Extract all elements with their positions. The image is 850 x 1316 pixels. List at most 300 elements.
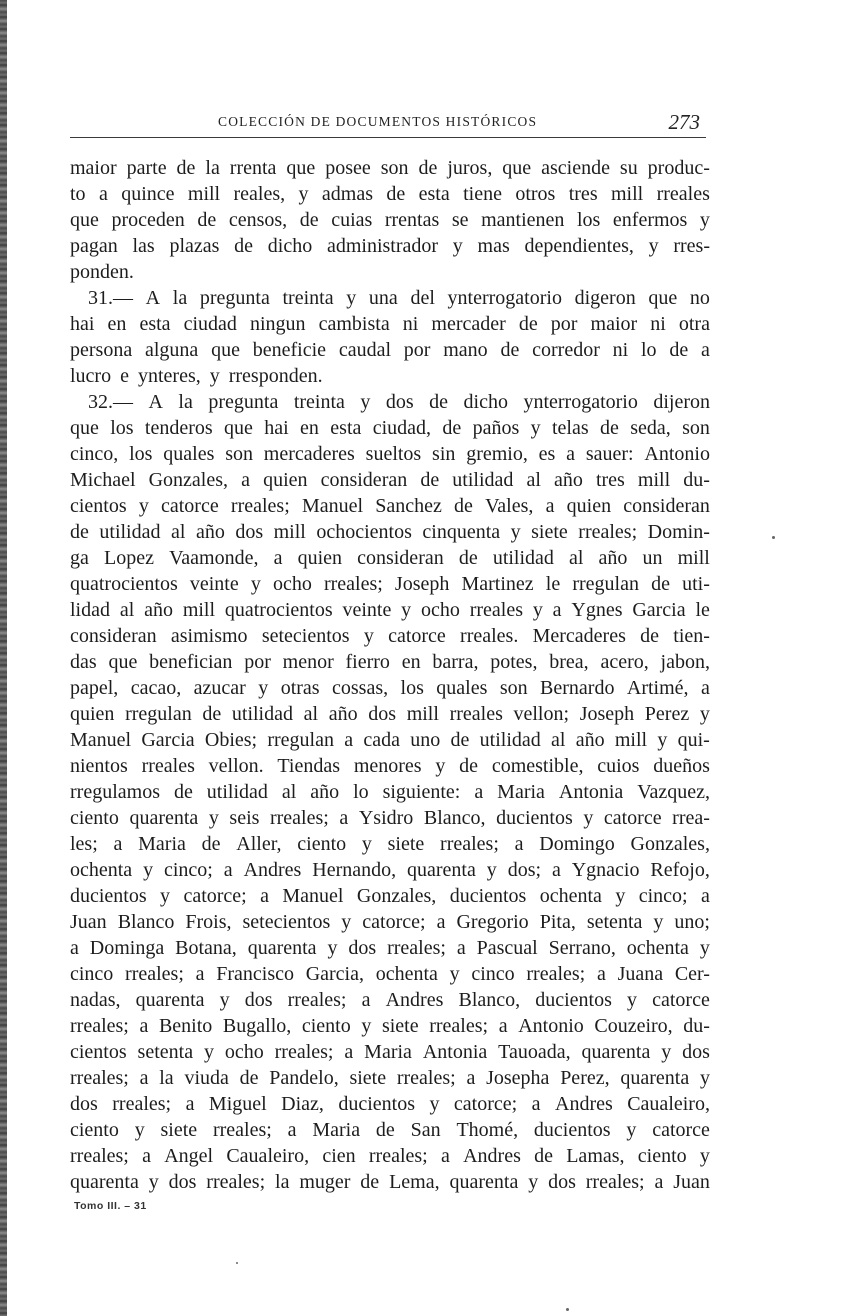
word: tres bbox=[595, 469, 625, 491]
word: y bbox=[528, 1171, 539, 1193]
word: mill bbox=[637, 469, 671, 491]
word: rreales bbox=[656, 183, 710, 205]
text-line bbox=[70, 857, 710, 883]
scan-speck bbox=[566, 1308, 569, 1311]
word: y bbox=[648, 235, 659, 257]
word: beneficie bbox=[252, 339, 327, 361]
word: a bbox=[241, 469, 250, 491]
text-line bbox=[70, 649, 710, 675]
word: nientos bbox=[70, 755, 128, 777]
word: de bbox=[234, 235, 254, 257]
word: dos bbox=[70, 1093, 98, 1115]
word: Martinez bbox=[461, 573, 534, 595]
word: de bbox=[375, 1119, 395, 1141]
word: quien bbox=[566, 495, 612, 517]
word: utilidad bbox=[206, 781, 268, 803]
word: dijeron bbox=[653, 391, 710, 413]
word: Gonzales, bbox=[630, 833, 710, 855]
word: y bbox=[510, 521, 521, 543]
word: a bbox=[139, 1015, 149, 1037]
word: son bbox=[682, 417, 710, 439]
word: a bbox=[700, 885, 710, 907]
word: utilidad bbox=[99, 521, 161, 543]
word: Antonia bbox=[422, 1041, 488, 1063]
word: cientos bbox=[70, 495, 127, 517]
word: mill bbox=[182, 599, 216, 621]
text-line bbox=[70, 155, 710, 181]
word: Andres bbox=[385, 989, 444, 1011]
scan-binding-edge bbox=[0, 0, 7, 1316]
word: hai bbox=[264, 417, 289, 439]
word: que bbox=[286, 157, 316, 179]
word: a bbox=[113, 833, 123, 855]
word: en bbox=[107, 313, 127, 335]
word: alguna bbox=[144, 339, 199, 361]
word: catorce bbox=[161, 495, 219, 517]
word: a bbox=[545, 495, 555, 517]
word: ciento bbox=[301, 1015, 351, 1037]
word: año bbox=[328, 703, 358, 725]
word: rreales; bbox=[269, 807, 329, 829]
text-line bbox=[70, 441, 710, 467]
word: dos bbox=[244, 989, 273, 1011]
word: catorce bbox=[388, 625, 446, 647]
word: al bbox=[303, 703, 319, 725]
word: a bbox=[701, 339, 710, 361]
word: son bbox=[499, 677, 528, 699]
word: veinte bbox=[189, 573, 239, 595]
word: quarenta bbox=[129, 807, 199, 829]
word: dependientes, bbox=[524, 235, 634, 257]
text-line bbox=[70, 1143, 710, 1169]
word: A bbox=[145, 287, 161, 309]
word: y bbox=[699, 209, 710, 231]
word: Gonzales, bbox=[148, 469, 229, 491]
word: mill bbox=[406, 703, 439, 725]
text-line bbox=[70, 727, 710, 753]
word: ciento bbox=[70, 1119, 119, 1141]
word: catorce bbox=[652, 989, 710, 1011]
word: al bbox=[281, 781, 297, 803]
word: quien bbox=[70, 703, 115, 725]
text-line bbox=[70, 623, 710, 649]
word: Caualeiro, bbox=[226, 1145, 310, 1167]
word: son bbox=[380, 157, 409, 179]
word: ducientos bbox=[70, 885, 147, 907]
text-line bbox=[70, 831, 710, 857]
word: quarenta bbox=[247, 937, 317, 959]
scan-speck bbox=[772, 536, 775, 539]
word: Maria bbox=[138, 833, 186, 855]
word: Garcia, bbox=[305, 963, 364, 985]
word: Gregorio bbox=[456, 911, 529, 933]
word: dicho bbox=[463, 391, 508, 413]
word: Lopez bbox=[103, 547, 154, 569]
word: A bbox=[148, 391, 163, 413]
word: quien bbox=[263, 469, 308, 491]
word: Maria bbox=[364, 1041, 412, 1063]
word: rreales; bbox=[70, 1015, 129, 1037]
word: y bbox=[699, 703, 710, 725]
word: y bbox=[250, 573, 261, 595]
word: año bbox=[310, 781, 340, 803]
text-line bbox=[70, 883, 710, 909]
word: que bbox=[224, 417, 253, 439]
word: y bbox=[346, 287, 357, 309]
word: de bbox=[360, 1171, 380, 1193]
word: Antonio bbox=[518, 1015, 584, 1037]
word: mill bbox=[614, 729, 648, 751]
word: benefician bbox=[149, 651, 233, 673]
word: y bbox=[657, 729, 668, 751]
word: de bbox=[651, 573, 670, 595]
text-line bbox=[70, 1065, 710, 1091]
word: cacao, bbox=[130, 677, 182, 699]
word: y bbox=[661, 1041, 672, 1063]
word: muger bbox=[299, 1171, 351, 1193]
word: vellon. bbox=[208, 755, 264, 777]
word: y bbox=[653, 911, 664, 933]
word: de bbox=[599, 417, 619, 439]
word: rreales; bbox=[585, 1171, 645, 1193]
word: uno bbox=[410, 729, 441, 751]
page-number: 273 bbox=[668, 110, 700, 134]
word: Blanco bbox=[117, 911, 175, 933]
word: de bbox=[239, 1067, 259, 1089]
word: otras bbox=[280, 677, 320, 699]
word: Michael bbox=[70, 469, 136, 491]
word: jabon, bbox=[660, 651, 710, 673]
word: Benito bbox=[158, 1015, 213, 1037]
word: Joseph bbox=[579, 703, 635, 725]
word: y bbox=[699, 937, 710, 959]
word: rreales. bbox=[460, 625, 519, 647]
word: y bbox=[160, 885, 171, 907]
word: Maria bbox=[312, 1119, 361, 1141]
word: dos bbox=[348, 937, 377, 959]
word: digeron bbox=[574, 287, 636, 309]
word: seis bbox=[229, 807, 260, 829]
word: cinquenta bbox=[422, 521, 501, 543]
word: Botana, bbox=[175, 937, 237, 959]
word: Pandelo, bbox=[269, 1067, 339, 1089]
word: plazas bbox=[169, 235, 220, 257]
word: y bbox=[699, 1067, 710, 1089]
word: San bbox=[410, 1119, 441, 1141]
text-line bbox=[70, 935, 710, 961]
word: cinco bbox=[70, 963, 114, 985]
word: a bbox=[223, 859, 233, 881]
word: corredor bbox=[532, 339, 600, 361]
word: siguiente: bbox=[382, 781, 461, 803]
word: a bbox=[596, 963, 606, 985]
word: telas bbox=[551, 417, 589, 439]
word: y bbox=[258, 677, 269, 699]
word: rreales; bbox=[112, 1093, 172, 1115]
word: Cer- bbox=[674, 963, 710, 985]
word: Lamas, bbox=[566, 1145, 625, 1167]
word: ni bbox=[650, 313, 666, 335]
word: sauer: bbox=[585, 443, 634, 465]
word: rrentas bbox=[384, 209, 440, 231]
word: cada bbox=[363, 729, 401, 751]
word: su bbox=[619, 157, 638, 179]
word: Ygnes bbox=[571, 599, 623, 621]
word: son bbox=[225, 443, 253, 465]
word: Couzeiro, bbox=[594, 1015, 673, 1037]
word: ni bbox=[402, 313, 419, 335]
word: rreales; bbox=[440, 833, 499, 855]
word: de bbox=[386, 183, 406, 205]
word: rreales bbox=[449, 703, 503, 725]
word: catorce bbox=[652, 1119, 710, 1141]
word: mill bbox=[677, 547, 710, 569]
word: lo bbox=[640, 339, 657, 361]
word: y bbox=[486, 859, 497, 881]
word: Diaz, bbox=[281, 1093, 324, 1115]
word: ducientos bbox=[338, 1093, 416, 1115]
word: 32.— bbox=[88, 391, 133, 413]
word: cuias bbox=[331, 209, 373, 231]
word: uti- bbox=[682, 573, 710, 595]
word: al bbox=[171, 521, 186, 543]
word: y bbox=[627, 989, 638, 1011]
word: a bbox=[551, 859, 561, 881]
word: rrea- bbox=[672, 807, 710, 829]
word: catorce; bbox=[453, 1093, 518, 1115]
word: Tiendas bbox=[277, 755, 341, 777]
word: ochenta bbox=[375, 963, 438, 985]
text-line bbox=[70, 337, 710, 363]
word: Frois, bbox=[185, 911, 232, 933]
word: es bbox=[538, 443, 556, 465]
word: a bbox=[260, 885, 269, 907]
word: y bbox=[583, 807, 594, 829]
word: y bbox=[361, 833, 372, 855]
header-rule bbox=[70, 137, 706, 138]
word: a bbox=[474, 781, 484, 803]
word: y bbox=[530, 417, 541, 439]
word: proceden bbox=[111, 209, 185, 231]
text-line bbox=[70, 597, 710, 623]
word: al bbox=[569, 547, 584, 569]
word: quarenta bbox=[135, 989, 205, 1011]
word: mill bbox=[273, 521, 306, 543]
text-line bbox=[70, 545, 710, 571]
word: utilidad bbox=[479, 729, 541, 751]
word: Josepha bbox=[486, 1067, 550, 1089]
word: Angel bbox=[164, 1145, 214, 1167]
word: Serrano, bbox=[548, 937, 616, 959]
word: administrador bbox=[326, 235, 439, 257]
word: das bbox=[70, 651, 97, 673]
word: se bbox=[451, 209, 469, 231]
word: y bbox=[138, 495, 149, 517]
word: ciento bbox=[637, 1145, 687, 1167]
word: Antonia bbox=[558, 781, 624, 803]
word: quatrocientos bbox=[224, 599, 333, 621]
word: siete bbox=[387, 833, 425, 855]
word: ningun bbox=[249, 313, 306, 335]
word: Tauoada, bbox=[498, 1041, 571, 1063]
word: de bbox=[669, 339, 689, 361]
word: a bbox=[142, 1145, 151, 1167]
word: que bbox=[70, 209, 99, 231]
word: un bbox=[642, 547, 663, 569]
word: Francisco bbox=[216, 963, 294, 985]
word: mercaderes bbox=[263, 443, 355, 465]
word: de bbox=[197, 209, 217, 231]
word: censos, bbox=[228, 209, 288, 231]
word: Hernando, bbox=[312, 859, 397, 881]
word: Ysidro bbox=[358, 807, 414, 829]
word: ochenta bbox=[626, 937, 689, 959]
word: y bbox=[298, 183, 309, 205]
word: de bbox=[299, 209, 319, 231]
word: a bbox=[361, 989, 371, 1011]
word: gremio, bbox=[466, 443, 528, 465]
word: Bernardo bbox=[540, 677, 615, 699]
word: Aller, bbox=[236, 833, 282, 855]
text-line bbox=[70, 1117, 710, 1143]
word: a bbox=[566, 443, 576, 465]
word: quatrocientos bbox=[70, 573, 178, 595]
word: tiene bbox=[463, 183, 502, 205]
word: setecientos bbox=[242, 911, 331, 933]
word: de bbox=[202, 703, 222, 725]
word: Domin- bbox=[647, 521, 710, 543]
text-line bbox=[70, 233, 710, 259]
signature-mark: Tomo III. – 31 bbox=[74, 1200, 147, 1212]
word: Caualeiro, bbox=[627, 1093, 710, 1115]
word: a bbox=[344, 729, 354, 751]
text-line bbox=[70, 1169, 710, 1195]
word: Artimé, bbox=[626, 677, 689, 699]
text-line bbox=[70, 519, 710, 545]
text-line bbox=[70, 987, 710, 1013]
word: maior bbox=[70, 157, 117, 179]
word: al bbox=[526, 469, 541, 491]
text-line bbox=[70, 779, 710, 805]
word: de bbox=[70, 521, 89, 543]
word: cientos bbox=[70, 1041, 127, 1063]
word: brea, bbox=[549, 651, 589, 673]
text-line bbox=[70, 415, 710, 441]
word: vellon; bbox=[513, 703, 570, 725]
running-header bbox=[70, 112, 706, 138]
word: ciento bbox=[297, 833, 347, 855]
word: rregulan bbox=[267, 729, 334, 751]
word: pregunta bbox=[199, 287, 270, 309]
word: que bbox=[108, 651, 138, 673]
word: mercader bbox=[431, 313, 506, 335]
word: al bbox=[551, 729, 566, 751]
word: mill bbox=[187, 183, 221, 205]
word: de bbox=[454, 495, 473, 517]
paragraph-31-start bbox=[70, 285, 710, 311]
word: año bbox=[598, 547, 628, 569]
word: en bbox=[401, 651, 421, 673]
word: siete bbox=[349, 1067, 387, 1089]
text-line: lucro e ynteres, y rresponden. bbox=[70, 365, 323, 387]
word: la bbox=[159, 1067, 174, 1089]
word: ocho bbox=[420, 599, 460, 621]
word: rreales; bbox=[274, 1041, 334, 1063]
word: consideran bbox=[70, 625, 157, 647]
word: rreales; bbox=[526, 963, 586, 985]
word: ciento bbox=[70, 807, 119, 829]
word: a bbox=[287, 1119, 297, 1141]
word: quales bbox=[436, 677, 488, 699]
word: treinta bbox=[282, 287, 334, 309]
word: y bbox=[452, 235, 463, 257]
word: pagan bbox=[70, 235, 118, 257]
word: a bbox=[344, 1041, 354, 1063]
word: utilidad bbox=[452, 469, 514, 491]
word: de bbox=[442, 417, 462, 439]
word: rreales; bbox=[387, 937, 446, 959]
word: produc- bbox=[647, 157, 710, 179]
word: que bbox=[211, 339, 240, 361]
word: de bbox=[420, 469, 440, 491]
word: treinta bbox=[293, 391, 345, 413]
word: Juan bbox=[70, 911, 107, 933]
word: consideran bbox=[623, 495, 710, 517]
word: rreales; bbox=[396, 1067, 456, 1089]
word: a bbox=[552, 599, 562, 621]
word: a bbox=[339, 807, 349, 829]
word: reales, bbox=[233, 183, 286, 205]
word: pregunta bbox=[208, 391, 279, 413]
word: Pascual bbox=[476, 937, 538, 959]
word: y bbox=[363, 625, 374, 647]
word: Gonzales, bbox=[356, 885, 437, 907]
word: catorce; bbox=[183, 885, 247, 907]
word: quarenta bbox=[449, 1171, 519, 1193]
text-line bbox=[70, 493, 710, 519]
word: hai bbox=[70, 313, 95, 335]
word: asimismo bbox=[170, 625, 248, 647]
word: a bbox=[440, 1145, 450, 1167]
word: rreales; bbox=[212, 1119, 272, 1141]
word: tres bbox=[568, 183, 598, 205]
word: por bbox=[550, 313, 578, 335]
word: rregulan bbox=[125, 703, 192, 725]
text-line bbox=[70, 909, 710, 935]
word: mantienen bbox=[481, 209, 565, 231]
word: a bbox=[185, 1093, 195, 1115]
word: a bbox=[139, 1067, 149, 1089]
word: de bbox=[173, 781, 193, 803]
word: en bbox=[300, 417, 319, 439]
word: rreales; bbox=[206, 1171, 266, 1193]
word: Perez bbox=[644, 703, 690, 725]
text-line bbox=[70, 467, 710, 493]
word: rreales bbox=[469, 599, 523, 621]
word: Joseph bbox=[394, 573, 450, 595]
word: y bbox=[203, 1041, 214, 1063]
word: Bugallo, bbox=[222, 1015, 292, 1037]
word: siete bbox=[160, 1119, 198, 1141]
word: du- bbox=[683, 469, 710, 491]
word: de bbox=[500, 339, 520, 361]
word: quince bbox=[121, 183, 175, 205]
paragraph-32-start bbox=[70, 389, 710, 415]
word: la bbox=[275, 1171, 290, 1193]
word: rrenta bbox=[229, 157, 277, 179]
word: cuios bbox=[597, 755, 640, 777]
word: quarenta bbox=[620, 1067, 690, 1089]
